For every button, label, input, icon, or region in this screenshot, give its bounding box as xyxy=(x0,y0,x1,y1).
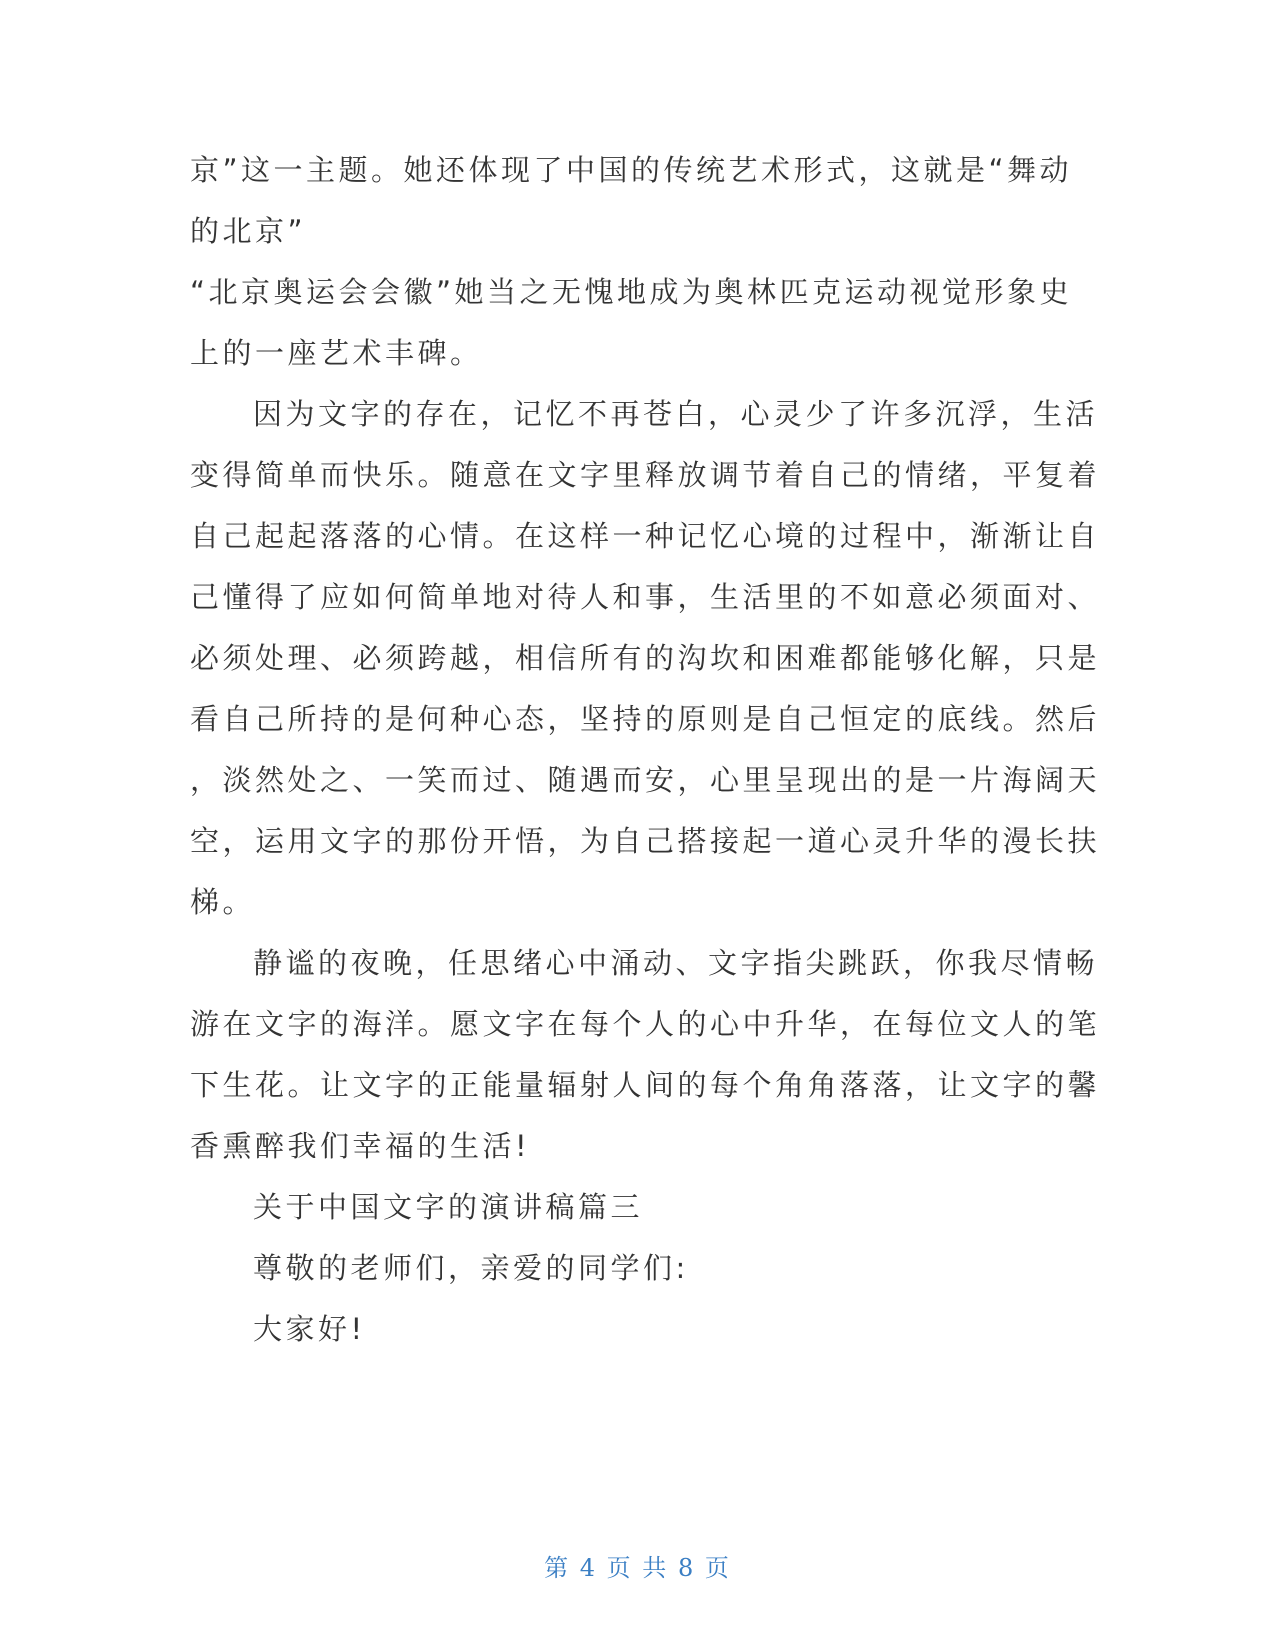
page-number-footer: 第 4 页 共 8 页 xyxy=(544,1554,731,1582)
body-line-4: 上的一座艺术丰碑。 xyxy=(190,336,483,370)
body-line-6: 变得简单而快乐。随意在文字里释放调节着自己的情绪，平复着 xyxy=(190,458,1101,492)
body-line-12: 空，运用文字的那份开悟，为自己搭接起一道心灵升华的漫长扶 xyxy=(190,824,1101,858)
body-line-1: 京”这一主题。她还体现了中国的传统艺术形式，这就是“舞动 xyxy=(190,153,1073,187)
body-line-16: 下生花。让文字的正能量辐射人间的每个角角落落，让文字的馨 xyxy=(190,1068,1101,1102)
body-line-11: ，淡然处之、一笑而过、随遇而安，心里呈现出的是一片海阔天 xyxy=(190,763,1101,797)
section-heading: 关于中国文字的演讲稿篇三 xyxy=(253,1190,644,1224)
body-line-10: 看自己所持的是何种心态，坚持的原则是自己恒定的底线。然后 xyxy=(190,702,1101,736)
body-line-2: 的北京” xyxy=(190,214,307,248)
body-line-5: 因为文字的存在，记忆不再苍白，心灵少了许多沉浮，生活 xyxy=(253,397,1099,431)
document-body xyxy=(190,140,1101,1360)
body-line-14: 静谧的夜晚，任思绪心中涌动、文字指尖跳跃，你我尽情畅 xyxy=(253,946,1099,980)
body-line-8: 己懂得了应如何简单地对待人和事，生活里的不如意必须面对、 xyxy=(190,580,1101,614)
body-line-3: “北京奥运会会徽”她当之无愧地成为奥林匹克运动视觉形象史 xyxy=(190,275,1073,309)
body-line-13: 梯。 xyxy=(190,885,256,919)
body-line-9: 必须处理、必须跨越，相信所有的沟坎和困难都能够化解，只是 xyxy=(190,641,1101,675)
greeting-line: 大家好! xyxy=(253,1312,366,1346)
salutation-line: 尊敬的老师们，亲爱的同学们: xyxy=(253,1251,689,1285)
body-line-7: 自己起起落落的心情。在这样一种记忆心境的过程中，渐渐让自 xyxy=(190,519,1101,553)
body-line-15: 游在文字的海洋。愿文字在每个人的心中升华，在每位文人的笔 xyxy=(190,1007,1101,1041)
body-line-17: 香熏醉我们幸福的生活! xyxy=(190,1129,531,1163)
